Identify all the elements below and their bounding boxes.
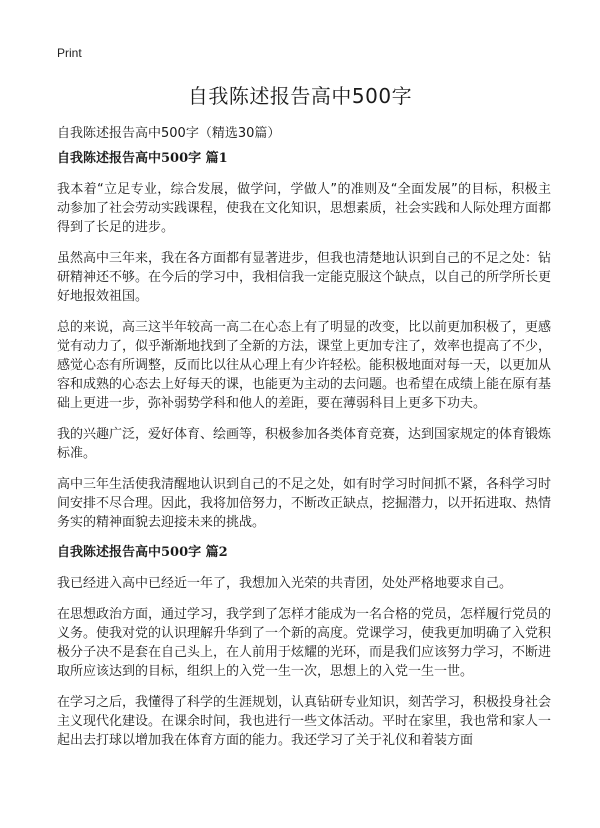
document-body (57, 150, 551, 762)
paragraph: 我本着“立足专业，综合发展，做学问，学做人”的准则及“全面发展”的目标，积极主动参加了社会劳动实践课程，使我在文化知识，思想素质，社会实践和人际处理方面都得到了长足的进步。 (57, 182, 552, 235)
section-1 (57, 150, 551, 532)
paragraph: 我已经进入高中已经近一年了，我想加入光荣的共青团，处处严格地要求自己。 (57, 576, 513, 591)
document-title: 自我陈述报告高中500字 (187, 84, 413, 108)
section-heading: 自我陈述报告高中500字 篇1 (57, 151, 228, 166)
paragraph: 总的来说，高三这半年较高一高二在心态上有了明显的改变，比以前更加积极了，更感觉有动力了，似乎渐渐地找到了全新的方法，课堂上更加专注了，效率也提高了不少，感觉心态有所调整，反而比以往从心理上有少许轻松。能积极地面对每一天，以更加从容和成熟的心态去上好每天的课，也能更为主动的去问题。也希望在成绩上能在原有基础上更进一步，弥补弱势学科和他人的差距，要在薄弱科目上更多下功夫。 (57, 320, 552, 411)
paragraph: 在学习之后，我懂得了科学的生涯规划，认真钻研专业知识，刻苦学习，积极投身社会主义现代化建设。在课余时间，我也进行一些文体活动。平时在家里，我也常和家人一起出去打球以增加我在体育方面的能力。我还学习了关于礼仪和着装方面 (57, 695, 552, 748)
section-2 (57, 544, 551, 750)
paragraph: 虽然高中三年来，我在各方面都有显著进步，但我也清楚地认识到自己的不足之处：钻研精神还不够。在今后的学习中，我相信我一定能克服这个缺点，以自己的所学所长更好地报效祖国。 (57, 251, 552, 304)
section-heading: 自我陈述报告高中500字 篇2 (57, 545, 228, 560)
paragraph: 在思想政治方面，通过学习，我学到了怎样才能成为一名合格的党员，怎样履行党员的义务。使我对党的认识理解升华到了一个新的高度。党课学习，使我更加明确了入党积极分子决不是套在自己头上，在人前用于炫耀的光环，而是我们应该努力学习，不断进取所应该达到的目标，组织上的入党一生一次，思想上的入党一生一世。 (57, 607, 552, 679)
document-subtitle: 自我陈述报告高中500字（精选30篇） (57, 126, 281, 141)
paragraph: 我的兴趣广泛，爱好体育、绘画等，积极参加各类体育竞赛，达到国家规定的体育锻炼标准。 (57, 427, 552, 461)
paragraph: 高中三年生活使我清醒地认识到自己的不足之处，如有时学习时间抓不紧，各科学习时间安排不尽合理。因此，我将加倍努力，不断改正缺点，挖掘潜力，以开拓进取、热情务实的精神面貌去迎接未来的挑战。 (57, 477, 552, 530)
print-link[interactable]: Print (57, 46, 82, 60)
